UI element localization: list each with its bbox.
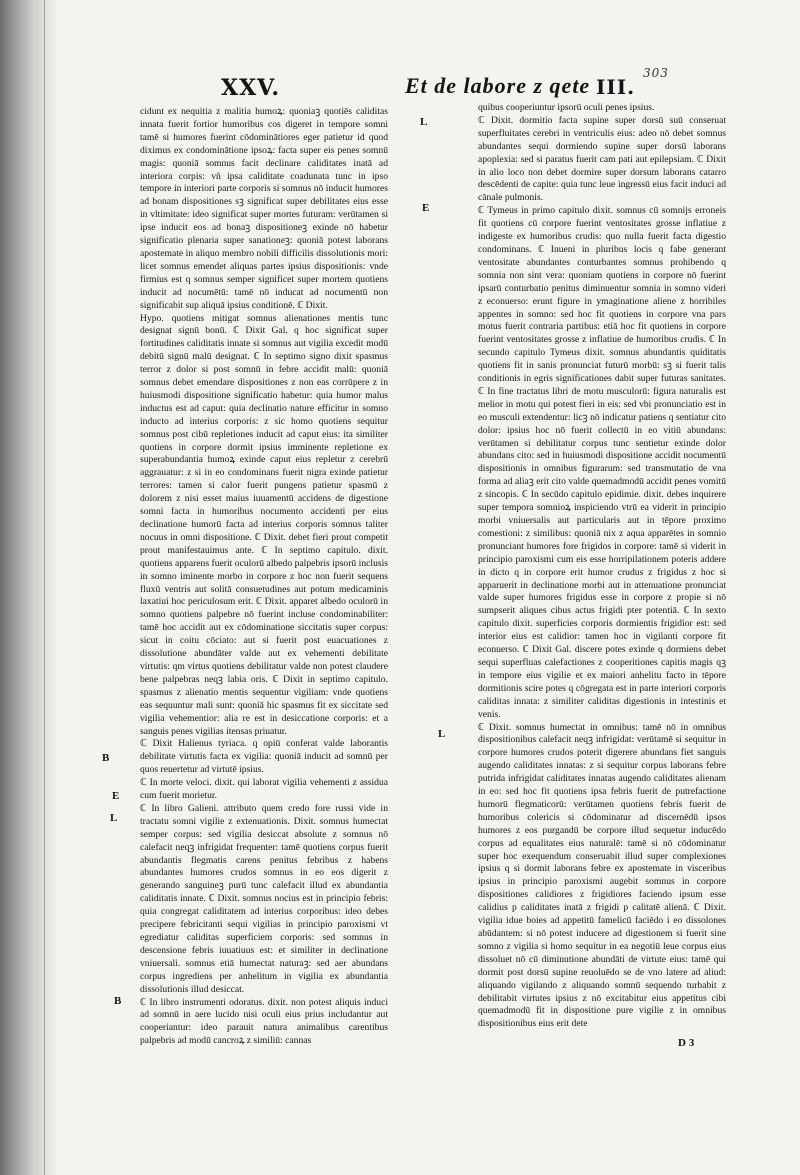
margin-letter: E <box>112 790 120 802</box>
right-column <box>478 102 726 1031</box>
paragraph: cidunt ex nequitia z malitia humoꝝ: quoniaꝫ quotiēs caliditas innata fuerit fortior humoribus cos digeret in tempore somni tamē si humores fuerint cōdominātiores eger patietur id quod diximus ex condominātione ipsoꝝ: facta super eis penes somnū magis: quoniā somnus facit declinare caliditates inatā ad interiora corpis: vñ ipsa caliditate coadunata tunc in ipso tempore in interiori parte corporis si somnus nō inducit humores ad bonam dispositiones sꝫ significat super debilitates eius esse in vltimitate: ideo significat super mortes futuram: verūtamen si ipse inducit eos ad bonaꝫ dispositioneꝫ exinde nō habetur significatio plenaria super sanationeꝫ: quoniā potest laborans apostemate in aliquo membro nobili difficilis dissolutionis mori: licet somnus emendet aliquas partes ipsius dispositionis: vnde firmius est q somnus semper significet super mortem quotiens inducit ad nocumētū: tamē nō inducat ad nocumentū non significabit sup aliquā ipsius conditionē. ℂ Dixit. <box>140 106 388 311</box>
running-head-title: Et de labore z qete <box>405 73 591 98</box>
paragraph: ℂ In libro Galieni. attributo quem credo fore russi vide in tractatu somni vigilie z extenuationis. Dixit. somnus humectat semper corpus: sed vigilia desiccat absolute z somnus nō calefacit neqꝫ infrigidat frequenter: tamē quotiens corpus fuerit abundantis flegmatis carens penitus febribus z habens abundantes humores crudos somnus in eo eos digerit z generando sanguineꝫ purū tunc calefacit illud ex abundantia caliditatis innate. ℂ Dixit. somnus nocius est in principio febris: quia congregat caliditatem ad interius corporibus: ideo debes precipere febricitanti sequi vigilias in principio paroxismi vt egrediatur caliditas superficiem corporis: sed somnus in descensione febris iuuatiuus est: et similiter in declinatione vniuersali. somnus etiā humectat naturaꝫ: sed aer abundans corpus ingrediens per anhelitum in vigilia ex abundantia dissolutionis illud desiccat. <box>140 802 388 995</box>
paragraph: ℂ Tymeus in primo capitulo dixit. somnus cū somnijs erroneis fit quotiens cū corpore fuerint ventositates grosse inflatiue z indigeste ex humoribus crudis: quo nulla fuerit facta digestio condominans. ℂ Inueni in pluribus locis q fabe generant ventositate abundantes conturbantes somnus prohibendo q somnia non sint vera: quoniam quotiens in corpore nō fuerint ipsarū conturbatio penitus diminuentur somnia in somno videri z econuerso: erunt figure in ymaginatione aliene z horribiles appentes in somno: sed hoc fit quotiens in corpore vna pars motus fuerit contraria partibus: etiā hoc fit quotiens in corpore fuerint ventositates grosse z inflatiue de humoribus crudis. ℂ In secundo capitulo Tymeus dixit. somnus abundantis quiditatis quotiens fit in sanis pronunciat futurū morbū: sꝫ si fuerit talis conditionis in egris significationes dabit super futuras sanitates. ℂ In fine tractatus libri de motu musculorū: figura naturalis est melior in motu qui potest fieri in eis: sed vbi pronunciatio est in eo musculi extendentur: licꝫ nō indicatur patiens q sentiatur cito dolor: ipsius hoc nō fuerit collectū in eo vitiū abundans: verūtamen si debilitatur corpus tunc sentietur exinde dolor abundans cito: sed in huiusmodi dispositione accidit nocumentū dispositionis in omnibus figurarum: sed transmutatio de vna forma ad aliaꝫ erit cito valde quemadmodū accidit penes vomitū z sincopis. ℂ In secūdo capitulo epidimie. dixit. debes inquirere super tempora somnioꝝ inspiciendo vtrū ea viderit in principio morbi vniuersalis aut particularis aut in tēpore proximo comestioni: z similibus: quoniā nix z aqua apparētes in somnio pronunciant humores fore frigidos in corpore: tamē si viderit in principio paroxismi cum eis esse horripilationem poteris addere in dicto q in corpore erit humor crudus z frigidus z hoc si apparuerit in declinatione morbi aut in attenuatione pronunciat valde super humores frigidus esse in corpore z propie si nō sumpserit aliques cibus actus frigidi pter potentiā. ℂ In sexto capitulo dixit. superficies corporis dormientis frigidior est: sed interior eius est calidior: tamen hoc in vigilanti corpore fit econuerso. ℂ Dixit Gal. discere potes exinde q dormiens debet sequi superfluas calefactiones z cooperitiones capitis magis qꝫ in tempore eius vigilie et ex maiori anhelitu facto in tēpore dormitionis scire potes q cōgregata est in parte interiori corporis caliditas innata: z similiter caliditas digestionis in intestinis et venis. <box>478 205 726 720</box>
margin-letter: L <box>420 116 428 128</box>
gutter-shadow-line <box>44 0 45 1175</box>
paragraph: ℂ In morte veloci. dixit. qui laborat vigilia vehementi z assidua cum fuerit morietur. <box>140 777 388 802</box>
left-column <box>140 106 388 1048</box>
paragraph: ℂ Dixit. somnus humectat in omnibus: tamē nō in omnibus dispositionibus calefacit neqꝫ infrigidat: verūtamē si sequitur in corpore humores crudos poterit digerere abundans fiet sanguis augendo caliditates innatas: z si sequitur corpus laborans febre putrida infrigidat caliditates innatas augendo caliditates alienam in eo: sed hoc fit quotiens ipsa febris fuerit de putrefactione humorū flegmaticorū: verūtamen quotiens febris fuerit de humoribus colericis si cōdominatur ad discernēdū ipsos humores z eos purgandū be corpore illud sequetur inducēdo corpus ad equalitates eius naturalē: tamē si nō cōdominatur super hoc exequendum conseruabit illud super complexiones ipsius q si dormit laborans febre ex apostemate in visceribus ipsius in principio paroxismi augebit somnus in corpore dispositiones calidiores z frigidiores faciendo ipsum esse calidius p caliditates inatā z frigidi p calitatē alienā. ℂ Dixit. vigilia idue boies ad appetitū famelicū faciēdo i eo dissolones abūdantem: si nō potest inducere ad digestionem si fuerit sine somno z vigilia si homo sequitur in ea negotiū leue corpus eius dissoluet nō cū diminutione abundāti de virtute eius: tamē qui dormit post dorsū supine reuoluēdo se de vno latere ad aliud: aliquando vigilando z aliquando somnū sequendo turbabit z debilitabit virtutes ipsius z nō excitabitur eius appetitus cibi quemadmodū fit in dispositione pure vigilie z in omnibus dispositionibus eius erit dete <box>478 721 726 1030</box>
paragraph: ℂ Dixit Halienus tyriaca. q opiū conferat valde laborantis debilitate virtutis facta ex vigilia: quoniā inducit ad somnū per quos reuertetur ad virtutē ipsius. <box>140 738 388 776</box>
folio-number: 303 <box>643 66 669 80</box>
margin-letter: B <box>114 995 122 1007</box>
page <box>58 0 800 1175</box>
margin-letter: B <box>102 752 110 764</box>
book-gutter <box>0 0 58 1175</box>
running-head-numeral: III. <box>596 75 636 99</box>
margin-letter: E <box>422 202 430 214</box>
paragraph: Hypo. quotiens mitigat somnus alienationes mentis tunc designat signū bonū. ℂ Dixit Gal. q hoc significat super fortitudines caliditatis innate si somnus aut vigilia excedit modū debitū signū malū designat. ℂ In septimo signo dixit spasmus terror z dolor si post somnū in febre accidit malū: quoniā somnus debet emendare dispositiones z non eas corrūpere z in huiusmodi dispositione significatio habetur: quia humor malus inductus est ad caput: quia declinatio nature efficitur in somno inducto ad interius corporis: z sic homo quotiens sequitur somnus post cibū repletiones inducit ad caput eius: ita similiter quotiens in corpore dormit ipsius imminente repletione ex superabundantia humoꝝ exinde caput eius repletur z cerebrū aggrauatur: z si in eo condominans fuerit nigra exinde patietur terrores: tamen si calor fuerit pungens patietur spasmū z dolorem z nisi esset maius iuuamentū accidens de digestione somni facta in humoribus nocumento accidenti per eius declinatione humorū facta ad interius corporis somnus taliter nocuus in omni dispositione. ℂ Dixit. debet fieri prout competit prout manifestauimus ante. ℂ In septimo capitulo. dixit. quotiens apparens fuerit oculorū albedo palpebris ipsorū inclusis in somno iminente morbo in corpore z hoc non fuerit sequens fluxū ventris aut solitā consuetudines aut potum medicaminis laxatiui hoc periculosum erit. ℂ Dixit. apparet albedo oculorū in somno quotiens palpebre nō fuerint incluse condominabiliter: tamē hoc accidit aut ex cōdominatione siccitatis super corpus: sicut in coitu cōciato: aut si fuerit post euacuationes z dissolutione abundāter valde aut ex vehementi debilitate virtutis: qm virtus quotiens debilitatur valde non potest claudere bene palpebras neqꝫ labia oris. ℂ Dixit in septimo capitulo. spasmus z alienatio mentis sequentur vigiliam: vnde quotiens eas sequuntur mali sunt: quoniā hic spasmus fit ex siccitate sed vigilia vehementior: alia re est in desiccatione corporis: et a sanguis penes vigilias itensas priuatur. <box>140 312 388 737</box>
paragraph: quibus cooperiuntur ipsorū oculi penes ipsius. <box>478 102 655 113</box>
margin-letter: L <box>438 728 446 740</box>
margin-letter: L <box>110 812 118 824</box>
paragraph: ℂ In libro instrumenti odoratus. dixit. non potest aliquis induci ad somnū in aere lucido nisi oculi eius prius includantur aut cooperiantur: ideo parauit natura animalibus carentibus palpebris ad modū cancroꝝ z similiū: cannas <box>140 996 388 1047</box>
running-head-left: XXV. <box>221 75 281 101</box>
signature-mark: D 3 <box>678 1037 695 1049</box>
paragraph: ℂ Dixit. dormitio facta supine super dorsū suū conseruat superfluitates cerebri in ventriculis eius: adeo nō debet somnus abundantes sequi dormiendo supine super dorsū laborans apoplexia: sed si paratus fuerit cam pati aut epilepsiam. ℂ Dixit in alio loco non debet dormire super dorsum laborans catarro descēdenti de capite: quia tunc leue ingressū eius facit induci ad cānale pulmonis. <box>478 114 726 204</box>
